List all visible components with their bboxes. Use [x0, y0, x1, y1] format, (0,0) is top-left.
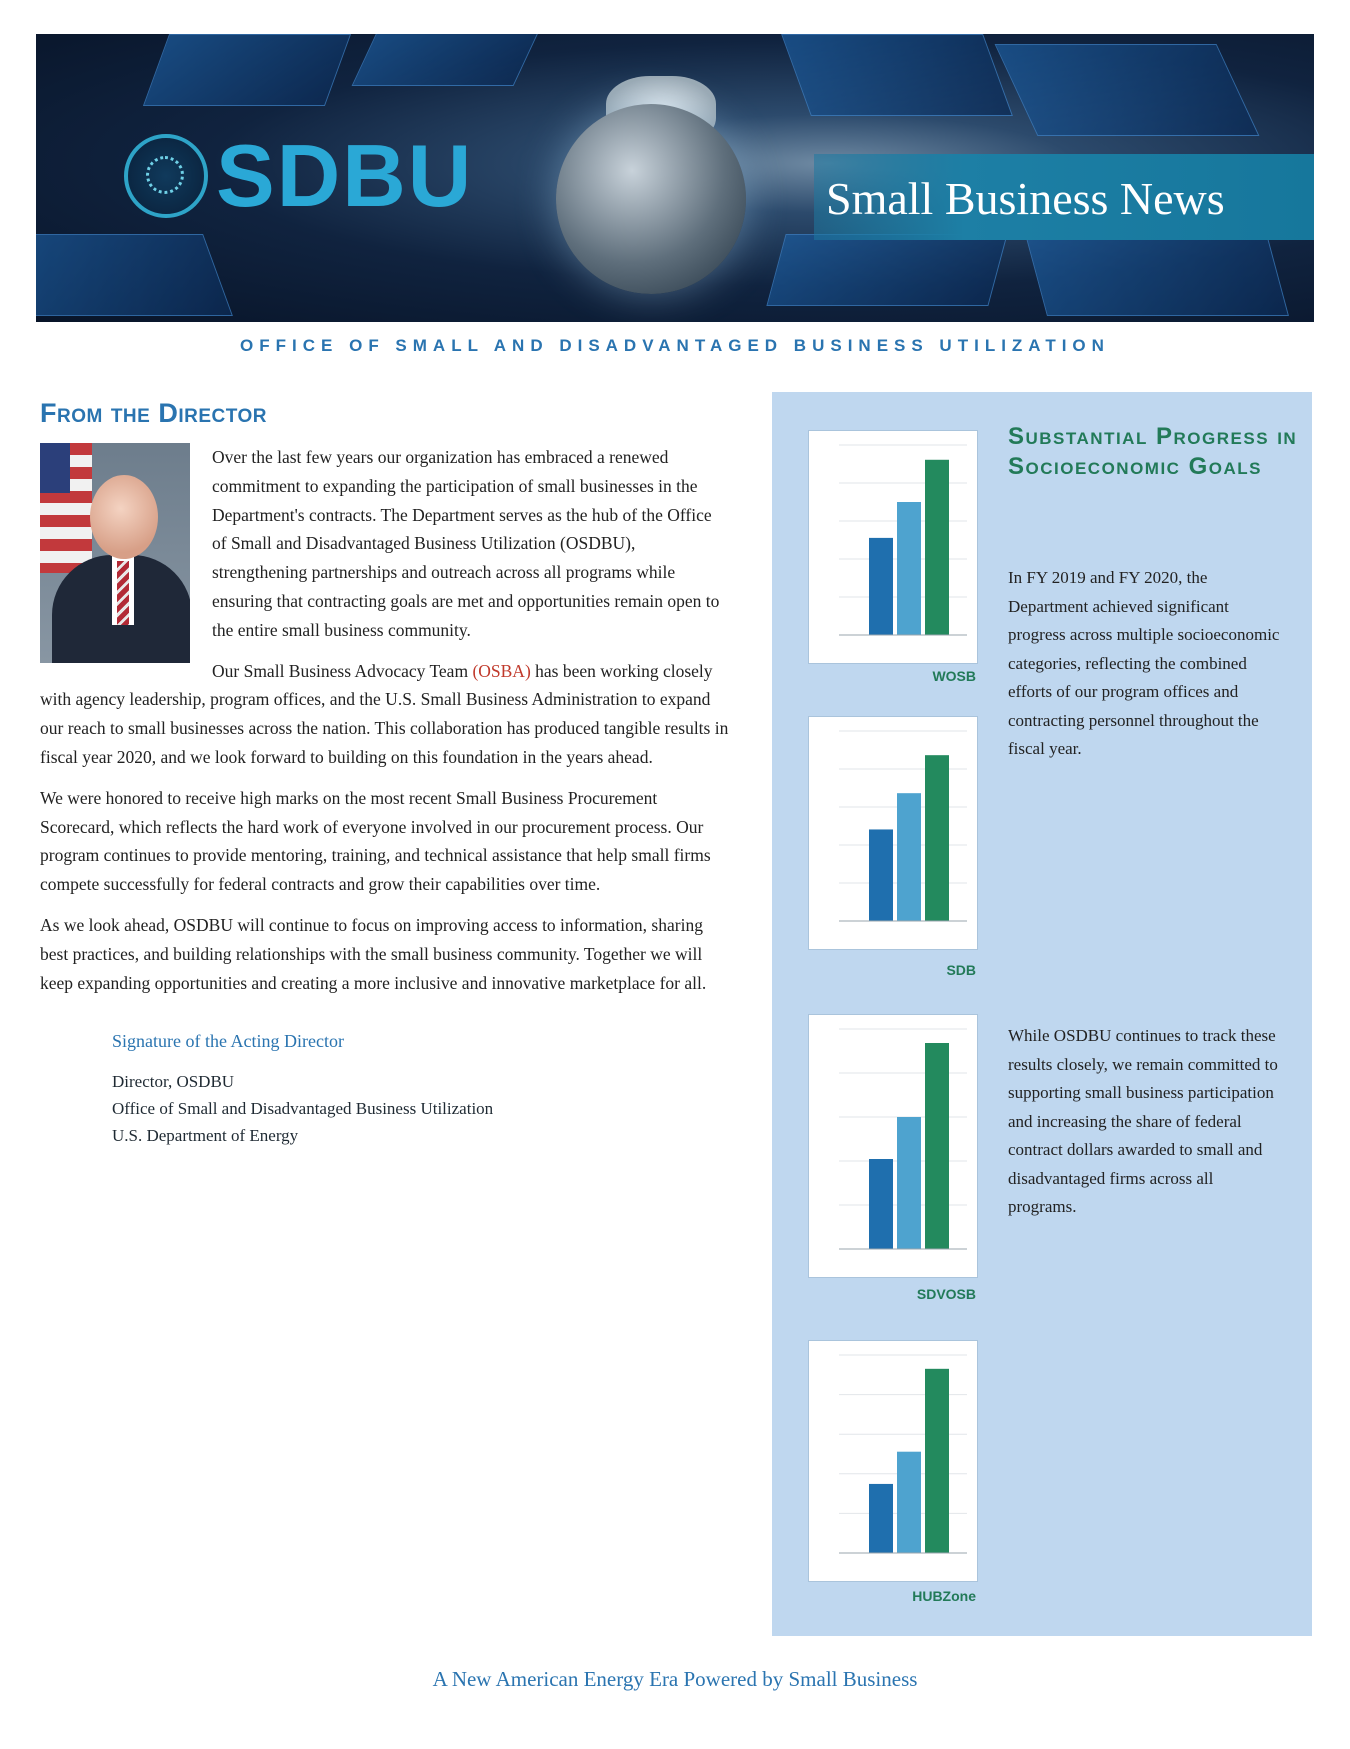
paragraph-4: As we look ahead, OSDBU will continue to focus on improving access to information, sharing best practices, and building relationships with the small business community. Together we will keep expanding opportunities and creating a more inclusive and innovative marketplace for all.: [40, 914, 707, 993]
chart-wosb-svg: [809, 431, 977, 663]
signer-name: Director, OSDBU: [112, 1072, 235, 1092]
chart-sdvosb-label: SDVOSB: [916, 1286, 976, 1302]
office-name: OFFICE OF SMALL AND DISADVANTAGED BUSINESS UTILIZATION: [240, 336, 1110, 355]
bar-fy20: [925, 460, 949, 635]
section-title: From the Director: [40, 398, 267, 428]
paragraph-3: We were honored to receive high marks on the most recent Small Business Procurement Scorecard, which reflects the hard work of everyone involved in our procurement process. Our program continues to provide mentoring, training, and technical assistance that help small firms compete successfully for federal contracts and grow their capabilities over time.: [40, 787, 711, 895]
bar-fy18: [869, 538, 893, 635]
bar-fy19: [897, 1117, 921, 1249]
chart-wosb: [808, 430, 978, 664]
footer-tagline: A New American Energy Era Powered by Small Business: [432, 1667, 918, 1691]
chart-hubzone-label: HUBZone: [912, 1588, 976, 1604]
bar-fy18: [869, 829, 893, 921]
paragraph-2-end: has been working closely with agency leadership, program offices, and the U.S. Small Business Administration to expand our reach to small businesses across the nation. This collaboration has produced tangible results in fiscal year 2020, and we look forward to building on this foundation in the years ahead.: [40, 660, 729, 767]
director-photo: [40, 443, 190, 663]
sidebar-heading: Substantial Progress in Socioeconomic Goals: [1008, 423, 1298, 480]
osba-link[interactable]: (OSBA): [472, 660, 531, 681]
chart-sdvosb-svg: [809, 1015, 977, 1277]
sidebar-text-2: While OSDBU continues to track these results closely, we remain committed to supporting small business participation and increasing the share of federal contract dollars awarded to small and disadvantaged firms across all programs.: [1008, 1026, 1278, 1216]
sidebar-text-1: In FY 2019 and FY 2020, the Department achieved significant progress across multiple socioeconomic categories, reflecting the combined efforts of our program offices and contracting personnel throughout the fiscal year.: [1008, 568, 1280, 758]
chart-sdvosb: [808, 1014, 978, 1278]
chart-hubzone-svg: [809, 1341, 977, 1581]
telescope-body-graphic: [556, 104, 746, 294]
header-banner: [36, 34, 1314, 322]
bar-fy20: [925, 1043, 949, 1249]
bar-fy18: [869, 1159, 893, 1249]
bar-fy20: [925, 1369, 949, 1553]
newsletter-title: Small Business News: [826, 173, 1225, 224]
chart-sdb-svg: [809, 717, 977, 949]
chart-sdb-label: SDB: [946, 962, 976, 978]
paragraph-2: [40, 657, 730, 772]
chart-hubzone: [808, 1340, 978, 1582]
signer-department: U.S. Department of Energy: [112, 1126, 299, 1146]
paragraph-2-start: Our Small Business Advocacy Team: [212, 660, 473, 681]
seal-icon: [124, 134, 208, 218]
signature-title: Signature of the Acting Director: [112, 1031, 344, 1052]
bar-fy19: [897, 793, 921, 921]
bar-fy19: [897, 1452, 921, 1553]
paragraph-1: Over the last few years our organization has embraced a renewed commitment to expanding the participation of small businesses in the Department's contracts. The Department serves as the hub of the Office of Small and Disadvantaged Business Utilization (OSDBU), strengthening partnerships and outreach across all programs while ensuring that contracting goals are met and opportunities remain open to the entire small business community.: [212, 447, 720, 640]
sidebar: [772, 392, 1312, 1636]
sdbu-logo: [124, 126, 474, 225]
signer-office: Office of Small and Disadvantaged Business Utilization: [112, 1099, 494, 1119]
chart-wosb-label: WOSB: [932, 668, 976, 684]
chart-sdb: [808, 716, 978, 950]
logo-text: SDBU: [216, 126, 474, 225]
signature-block: [112, 1068, 730, 1149]
newsletter-title-band: [814, 154, 1314, 240]
bar-fy18: [869, 1484, 893, 1553]
director-article: [40, 398, 730, 1149]
bar-fy20: [925, 755, 949, 921]
bar-fy19: [897, 502, 921, 635]
